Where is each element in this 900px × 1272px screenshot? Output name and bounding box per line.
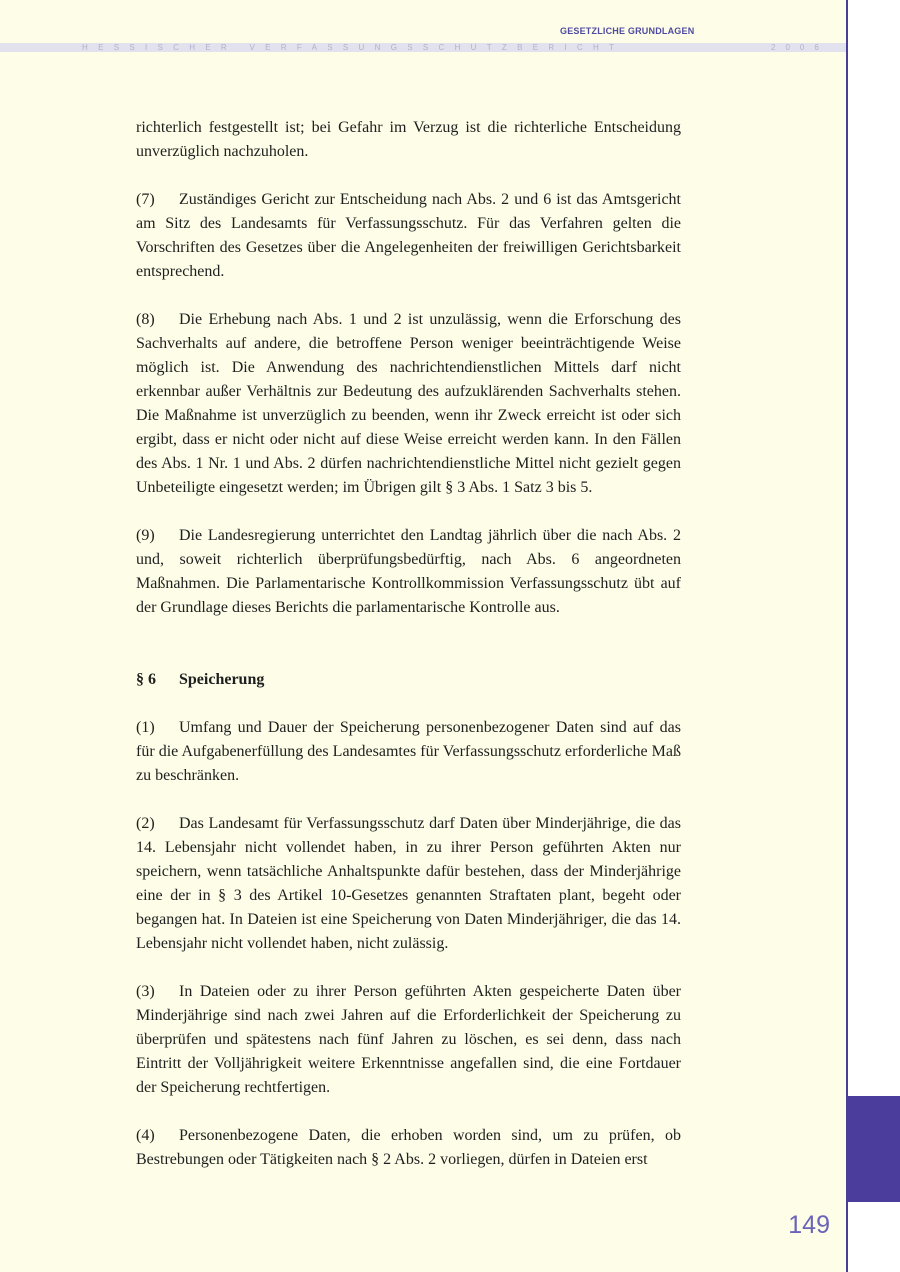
paragraph-8 [136,308,681,500]
chapter-tab-marker [848,1096,900,1202]
paragraph-text: Zuständiges Gericht zur Entscheidung nach Abs. 2 und 6 ist das Amtsgericht am Sitz des Landesamts für Verfassungsschutz. Für das Verfahren gelten die Vorschriften des Gesetzes über die Angelegenheiten der freiwilligen Gerichtsbarkeit entsprechend. [136,191,681,280]
paragraph-number: (8) [136,311,155,328]
running-header-year: 2006 [771,43,829,52]
document-body [136,116,681,1196]
running-header-title: HESSISCHER VERFASSUNGSSCHUTZBERICHT [82,43,625,52]
page-number: 149 [788,1211,830,1239]
paragraph-number: (9) [136,527,155,544]
paragraph-text: Die Erhebung nach Abs. 1 und 2 ist unzulässig, wenn die Erforschung des Sachverhalts auf andere, die betroffene Person weniger beeinträchtigende Weise möglich ist. Die Anwendung des nachrichtendienstlichen Mittels darf nicht erkennbar außer Verhältnis zur Bedeutung des aufzuklärenden Sachverhalts stehen. Die Maßnahme ist unverzüglich zu beenden, wenn ihr Zweck erreicht ist oder sich ergibt, dass er nicht oder nicht auf diese Weise erreicht werden kann. In den Fällen des Abs. 1 Nr. 1 und Abs. 2 dürfen nachrichtendienstliche Mittel nicht gezielt gegen Unbeteiligte eingesetzt werden; im Übrigen gilt § 3 Abs. 1 Satz 3 bis 5. [136,311,681,496]
paragraph-4 [136,1124,681,1172]
paragraph-text: Das Landesamt für Verfassungsschutz darf Daten über Minderjährige, die das 14. Lebensjahr nicht vollendet haben, in zu ihrer Person geführten Akten nur speichern, wenn tatsächliche Anhaltspunkte dafür bestehen, dass der Minderjährige eine der in § 3 des Artikel 10-Gesetzes genannten Straftaten plant, begeht oder begangen hat. In Dateien ist eine Speicherung von Daten Minderjähriger, die das 14. Lebensjahr nicht vollendet haben, nicht zulässig. [136,815,681,952]
paragraph-7 [136,188,681,284]
paragraph-3 [136,980,681,1100]
paragraph-number: (1) [136,719,155,736]
section-label: GESETZLICHE GRUNDLAGEN [560,26,695,36]
paragraph-number: (4) [136,1127,155,1144]
right-border-rule [846,0,848,1272]
section-symbol: § 6 [136,671,156,688]
paragraph-number: (7) [136,191,155,208]
paragraph-text: richterlich festgestellt ist; bei Gefahr im Verzug ist die richterliche Entscheidung unverzüglich nachzuholen. [136,119,681,160]
paragraph-1 [136,716,681,788]
paragraph-text: In Dateien oder zu ihrer Person geführten Akten gespeicherte Daten über Minderjährige sind nach zwei Jahren auf die Erforderlichkeit der Speicherung zu überprüfen und spätestens nach fünf Jahren zu löschen, es sei denn, dass nach Eintritt der Volljährigkeit weitere Erkenntnisse angefallen sind, die eine Fortdauer der Speicherung rechtfertigen. [136,983,681,1096]
paragraph-text: Umfang und Dauer der Speicherung personenbezogener Daten sind auf das für die Aufgabenerfüllung des Landesamtes für Verfassungsschutz erforderliche Maß zu beschränken. [136,719,681,784]
section-title: Speicherung [179,671,265,688]
paragraph-number: (2) [136,815,155,832]
paragraph-2 [136,812,681,956]
paragraph-text: Personenbezogene Daten, die erhoben worden sind, um zu prüfen, ob Bestrebungen oder Tätigkeiten nach § 2 Abs. 2 vorliegen, dürfen in Dateien erst [136,1127,681,1168]
right-margin [848,0,900,1272]
paragraph-9 [136,524,681,620]
paragraph-text: Die Landesregierung unterrichtet den Landtag jährlich über die nach Abs. 2 und, soweit richterlich überprüfungsbedürftig, nach Abs. 6 angeordneten Maßnahmen. Die Parlamentarische Kontrollkommission Verfassungsschutz übt auf der Grundlage dieses Berichts die parlamentarische Kontrolle aus. [136,527,681,616]
section-heading [136,668,681,692]
paragraph-continuation [136,116,681,164]
paragraph-number: (3) [136,983,155,1000]
